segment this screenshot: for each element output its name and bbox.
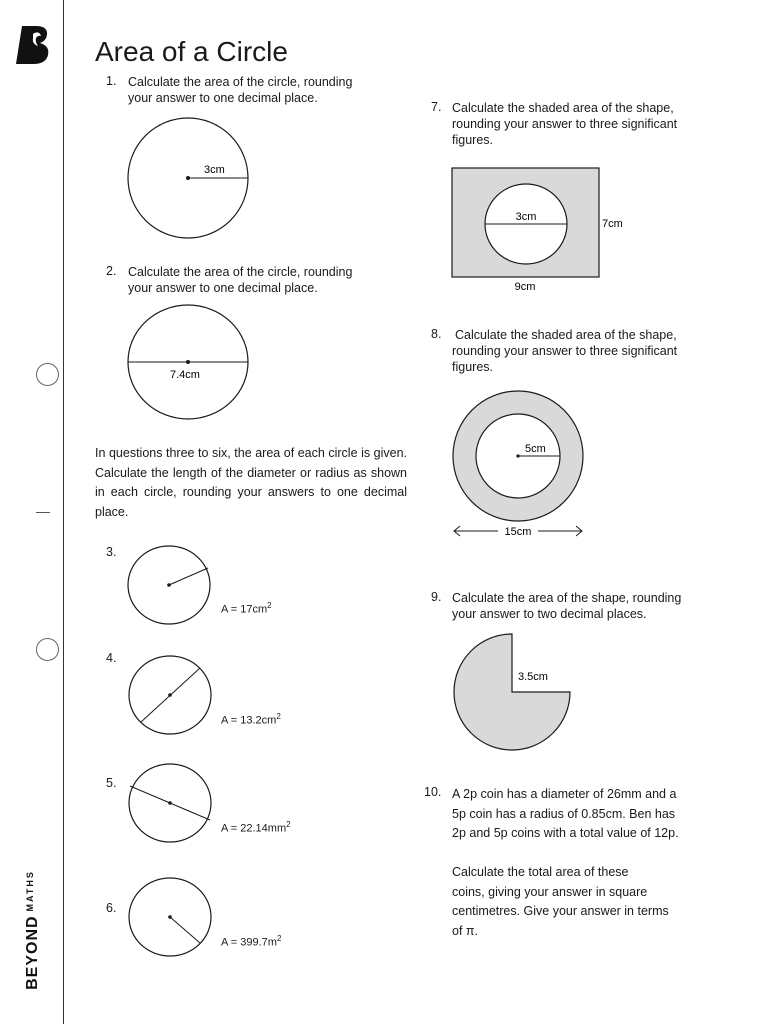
- q7-circle-label: 3cm: [515, 211, 537, 223]
- q10-text: [452, 785, 679, 941]
- q8-ring-diagram: [444, 388, 594, 540]
- q9-sector-diagram: [448, 632, 578, 752]
- q6-number: 6.: [106, 901, 117, 915]
- q1-circle-diagram: [120, 115, 260, 245]
- q5-area-label: [221, 820, 291, 835]
- q8-text: [452, 327, 677, 375]
- q6-circle-diagram: [122, 872, 218, 964]
- q7-number: 7.: [431, 100, 442, 114]
- punch-hole-bottom: [36, 638, 59, 661]
- q9-line1: Calculate the area of the shape, rounding: [452, 591, 682, 605]
- q7-line3: figures.: [452, 133, 493, 147]
- q2-text: [128, 264, 352, 296]
- q9-line2: your answer to two decimal places.: [452, 607, 647, 621]
- q2-line1: Calculate the area of the circle, rounding: [128, 265, 353, 279]
- q9-number: 9.: [431, 590, 442, 604]
- q3-area-sup: 2: [267, 601, 272, 610]
- q4-number: 4.: [106, 651, 117, 665]
- q10-line4: Calculate the total area of these: [452, 865, 629, 879]
- q10-line5: coins, giving your answer in square: [452, 884, 648, 899]
- q8-radius-label: 5cm: [525, 443, 546, 455]
- q10-line1: A 2p coin has a diameter of 26mm and a: [452, 787, 677, 801]
- q3-area: A = 17cm: [221, 603, 268, 616]
- q8-diameter-label: 15cm: [504, 526, 532, 538]
- q5-area-sup: 2: [286, 820, 291, 829]
- q8-number: 8.: [431, 327, 442, 341]
- q6-area: A = 399.7m: [221, 936, 277, 949]
- q10-spacer: [452, 844, 679, 864]
- margin-line: [63, 0, 64, 1024]
- q7-text: [452, 100, 677, 148]
- q4-area-sup: 2: [276, 712, 281, 721]
- q2-diameter-label: 7.4cm: [170, 369, 200, 381]
- q5-number: 5.: [106, 776, 117, 790]
- beyond-logo-icon: [14, 24, 54, 66]
- q7-height-label: 7cm: [602, 218, 623, 230]
- intro-paragraph: In questions three to six, the area of each circle is given. Calculate the length of the diameter or radius as shown in each circle, rounding your answers to one decimal place.: [95, 446, 407, 519]
- q4-circle-diagram: [122, 650, 218, 742]
- q10-line6: centimetres. Give your answer in terms: [452, 904, 669, 918]
- q10-line7: of π.: [452, 923, 478, 938]
- q2-circle-diagram: [120, 300, 260, 425]
- q8-line3: figures.: [452, 360, 493, 374]
- q5-circle-diagram: [122, 758, 218, 850]
- q1-text: [128, 74, 352, 106]
- q1-line1: Calculate the area of the circle, rounding: [128, 75, 353, 89]
- q7-line1: Calculate the shaded area of the shape,: [452, 101, 674, 115]
- q2-line2: your answer to one decimal place.: [128, 281, 318, 295]
- q6-area-label: [221, 934, 281, 949]
- q5-area: A = 22.14mm: [221, 822, 287, 835]
- q9-radius-label: 3.5cm: [518, 671, 548, 683]
- q1-number: 1.: [106, 74, 117, 88]
- q7-line2: rounding your answer to three significant: [452, 117, 678, 131]
- brand-word-1: BEYOND: [24, 915, 41, 990]
- punch-hole-top: [36, 363, 59, 386]
- q7-width-label: 9cm: [514, 281, 536, 293]
- brand-word-2: MATHS: [25, 870, 35, 912]
- q2-number: 2.: [106, 264, 117, 278]
- q8-line2: rounding your answer to three significant: [452, 344, 678, 358]
- brand-vertical: [24, 870, 42, 990]
- q10-line3: 2p and 5p coins with a total value of 12p.: [452, 826, 679, 840]
- page-title: Area of a Circle: [95, 36, 288, 67]
- q1-line2: your answer to one decimal place.: [128, 91, 318, 105]
- q3-number: 3.: [106, 545, 117, 559]
- q10-number: 10.: [424, 785, 442, 799]
- q4-area-label: [221, 712, 281, 727]
- margin-tick: [36, 512, 50, 513]
- q6-area-sup: 2: [276, 934, 282, 943]
- q10-line2: 5p coin has a radius of 0.85cm. Ben has: [452, 806, 676, 821]
- q4-area: A = 13.2cm: [221, 714, 277, 727]
- q3-area-label: [221, 601, 272, 616]
- q3-circle-diagram: [122, 540, 218, 632]
- q8-line1: Calculate the shaded area of the shape,: [455, 328, 677, 342]
- q7-shape-diagram: [448, 164, 638, 294]
- q9-text: [452, 590, 681, 622]
- q1-radius-label: 3cm: [204, 164, 225, 176]
